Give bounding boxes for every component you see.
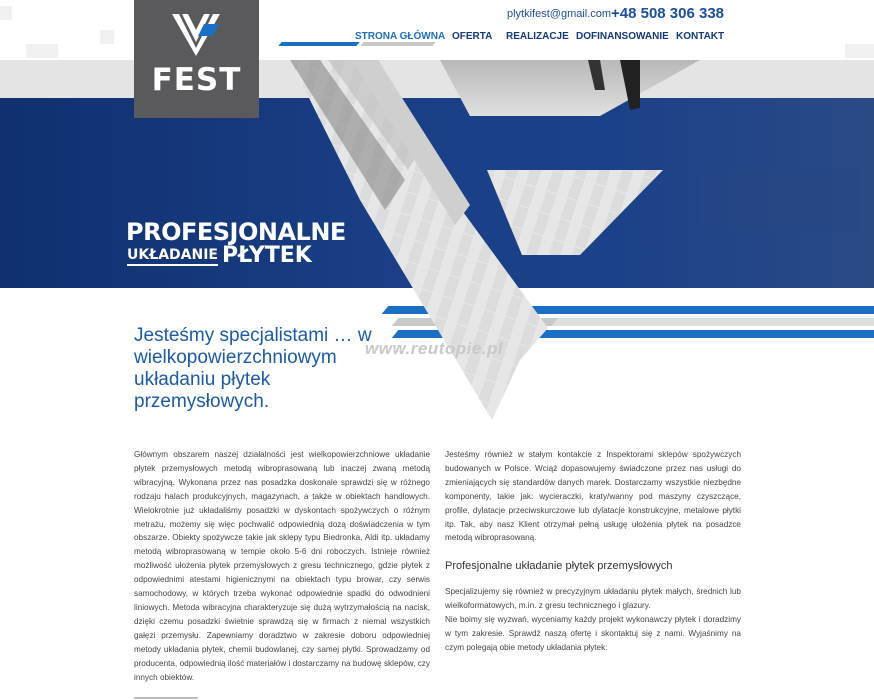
nav-item-realizations[interactable]: REALIZACJE: [506, 31, 569, 42]
fest-chevron-logo-icon: [172, 12, 220, 56]
nav-active-underline: [278, 42, 359, 46]
nav-item-contact[interactable]: KONTAKT: [676, 31, 725, 42]
watermark-text: www.reutopie.pl: [365, 339, 504, 358]
nav-item-funding[interactable]: DOFINANSOWANIE: [576, 31, 669, 42]
nav-item-home[interactable]: STRONA GŁÓWNA: [355, 31, 446, 42]
content-left-column: [134, 448, 430, 684]
nav-underline-grey: [360, 42, 435, 46]
content-paragraph: Jesteśmy również w stałym kontakcie z Inspektorami sklepów spożywczych budowanych w Polsce. Wciąż dopasowujemy świadczone przez nas usługi do zmieniających się standardów danych marek. Dostarczamy wszystkie niezbędne komponenty, takie jak: wycieraczki, kraty/wanny pod maszyny czyszczące, profile, dylatacje przeciwskurczowe lub dylatacje konstrukcyjne, metalowe płytki itp. Tak, aby nasz Klient otrzymał pełną usługę ułożenia płytek na posadzce metodą wibroprasowaną.: [445, 450, 741, 543]
nav-item-offer[interactable]: OFERTA: [452, 31, 493, 42]
content-subheading: Profesjonalne układanie płytek przemysłowych: [445, 560, 673, 573]
brand-name: FEST: [151, 62, 242, 98]
content-paragraph: Głównym obszarem naszej działalności jest wielkopowierzchniowe układanie płytek przemysłowych metodą wibroprasowaną lub inaczej zwaną metodą wibracyjną. Wykonana przez nas posadzka doskonale sprawdzi się w różnego rodzaju halach produkcyjnych, magazynach, a także w obiektach handlowych. Wielokrotnie już układaliśmy posadzki w dyskontach spożywczych o różnym metrażu, możemy się więc pochwalić odpowiednią dozą doświadczenia w tym obszarze. Obiekty spożywcze takie jak sklepy typu Biedronka, Aldi itp. układamy metodą wibroprasowaną w tempie około 5-6 dni roboczych. Istnieje również możliwość ułożenia płytek przemysłowych z gresu technicznego, gdzie płytek z odpowiednimi atestami higienicznymi na obiektach typu browar, czy serwis samochodowy, w których trzeba wykonać odpowiednie spadki do odwodnieni liniowych. Metoda wibracyjna charakteryzuje się dużą wytrzymałością na nacisk, dzięki czemu posadzki świetnie sprawdzą się w firmach z niemal wszystkich gałęzi przemysłu. Zapewniamy doradztwo w zakresie doboru odpowiedniej metody układania płytek, chemii budowlanej, czy samej płytki. Sprowadzamy od producenta, odpowiednią ilość materiałów i dostarczamy na budowę sklepów, czy innych obiektów.: [134, 450, 430, 682]
decor-block: [0, 6, 12, 20]
hero-title-line1: PROFESJONALNE: [126, 218, 346, 246]
decor-block: [845, 44, 874, 58]
content-right-column: [445, 448, 741, 655]
bottom-divider: [134, 697, 198, 699]
intro-headline: Jesteśmy specjalistami … w wielkopowierzchniowym układaniu płytek przemysłowych.: [134, 325, 372, 412]
contact-phone-link[interactable]: +48 508 306 338: [611, 5, 725, 22]
contact-email-link[interactable]: plytkifest@gmail.com: [507, 8, 612, 20]
hero-title-line2b: PŁYTEK: [222, 243, 312, 268]
content-paragraph: Nie boimy się wyzwań, wyceniamy każdy projekt wykonawczy płytek i doradzimy w tym zakresie. Sprawdź naszą ofertę i skontaktuj się z nami. Wyjaśnimy na czym polegają obie metody układania płytek:: [445, 615, 741, 652]
site-logo[interactable]: [134, 0, 259, 118]
content-paragraph: Specjalizujemy się również w precyzyjnym układaniu płytek małych, średnich lub wielkoformatowych, m.in. z gresu technicznego i glazury.: [445, 587, 741, 611]
hero-title-line2a: UKŁADANIE: [127, 247, 218, 266]
main-nav: [0, 31, 874, 45]
decor-block: [26, 44, 58, 58]
